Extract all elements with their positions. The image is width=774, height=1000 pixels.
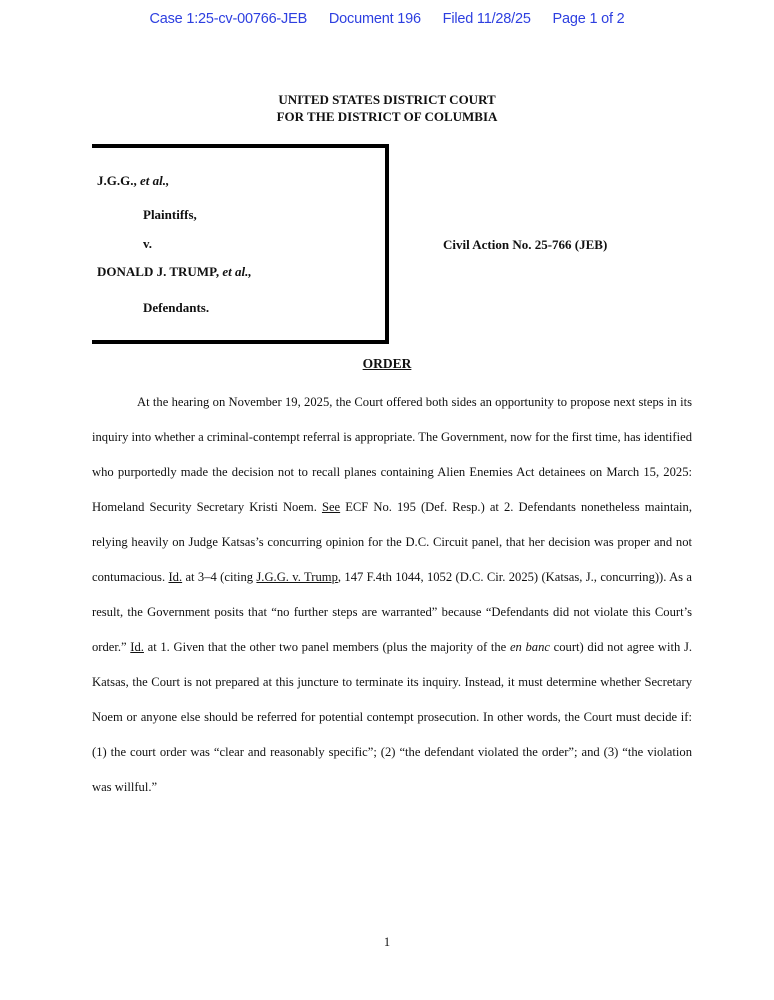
defendant-name (97, 264, 252, 280)
case-number: Case 1:25-cv-00766-JEB (149, 11, 308, 27)
defendant-text: DONALD J. TRUMP, (97, 264, 220, 279)
body-text-6: court) did not agree with J. Katsas, the Court is not prepared at this juncture to terminate its inquiry. Instead, it must determine whether Secretary Noem or anyone else should be referred for potential contempt prosecution. In other words, the Court must decide if: (1) the court order was “clear and reasonably specific”; (2) “the defendant violated the order”; and (3) “the violation was willful.” (92, 640, 692, 794)
citation-case-name: J.G.G. v. Trump (256, 570, 338, 584)
plaintiff-role: Plaintiffs, (143, 207, 197, 222)
page-count: Page 1 of 2 (552, 11, 625, 27)
order-body (92, 385, 692, 805)
versus: v. (143, 236, 153, 251)
ecf-header-stamp (0, 11, 774, 27)
court-heading (0, 91, 774, 125)
body-text-4: , 147 F.4th 1044, 1052 (D.C. Cir. 2025) (Katsas, J., concurring)). As a result, the Government posits that “no further steps are warranted” because “Defendants did not violate this Court’s order.” (92, 570, 693, 654)
term-en-banc: en banc (509, 640, 550, 654)
court-name: UNITED STATES DISTRICT COURT (278, 92, 496, 107)
plaintiff-et-al: et al., (139, 173, 170, 188)
order-title: ORDER (362, 356, 412, 371)
citation-id-2: Id. (130, 640, 144, 654)
document-number: Document 196 (328, 11, 421, 27)
filed-date: Filed 11/28/25 (442, 11, 531, 27)
order-paragraph (92, 385, 692, 805)
plaintiff-text: J.G.G., (97, 173, 137, 188)
civil-action-number: Civil Action No. 25-766 (JEB) (443, 237, 608, 252)
citation-id: Id. (168, 570, 183, 584)
body-text-5: at 1. Given that the other two panel members (plus the majority of the (143, 640, 510, 654)
plaintiff-name (97, 173, 169, 189)
defendant-et-al: et al., (222, 264, 252, 279)
court-district: FOR THE DISTRICT OF COLUMBIA (276, 109, 498, 124)
page-number: 1 (383, 935, 391, 949)
defendant-role: Defendants. (143, 300, 210, 315)
body-text-1: At the hearing on November 19, 2025, the Court offered both sides an opportunity to propose next steps in its inquiry into whether a criminal-contempt referral is appropriate. The Government, now for the first time, has identified who purportedly made the decision not to recall planes containing Alien Enemies Act detainees on March 15, 2025: Homeland Security Secretary Kristi Noem. (92, 395, 692, 514)
citation-see: See (321, 500, 341, 514)
body-text-2: ECF No. 195 (Def. Resp.) at 2. Defendants nonetheless maintain, relying heavily on Judge Katsas’s concurring opinion for the D.C. Circuit panel, that her decision was proper and not contumacious. (92, 500, 692, 584)
body-text-3: at 3–4 (citing (182, 570, 257, 584)
